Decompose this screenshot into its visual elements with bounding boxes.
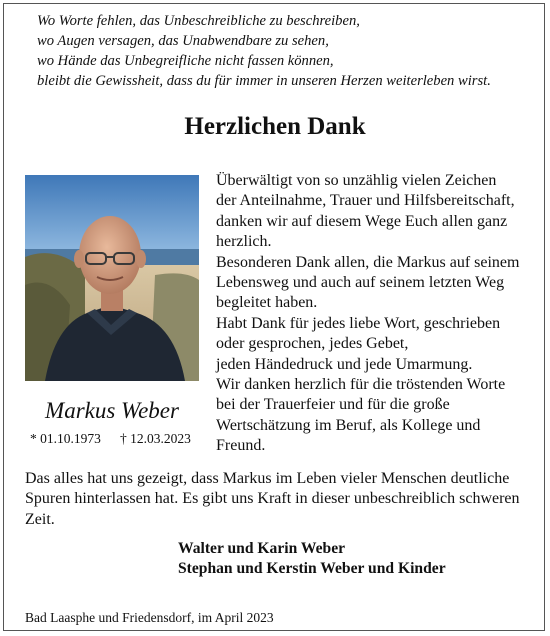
thanks-line: oder gesprochen, jedes Gebet, <box>216 335 409 353</box>
thanks-line: danken wir auf diesem Wege Euch allen ganz <box>216 212 508 230</box>
closing-line: Zeit. <box>25 510 55 528</box>
closing-text <box>25 469 540 530</box>
thanks-line: Überwältigt von so unzählig vielen Zeichen <box>216 172 497 189</box>
thanks-line: Wir danken herzlich für die tröstenden Worte <box>216 376 506 394</box>
thanks-line: der Anteilnahme, Trauer und Hilfsbereitschaft, <box>216 192 515 210</box>
signature-line: Stephan und Kerstin Weber und Kinder <box>178 560 446 577</box>
poem <box>37 11 537 91</box>
poem-line: bleibt die Gewissheit, dass du für immer in unseren Herzen weiterleben wirst. <box>37 73 491 89</box>
thanks-line: Wertschätzung im Beruf, als Kollege und <box>216 416 481 434</box>
thanks-line: Besonderen Dank allen, die Markus auf seinem <box>216 253 520 271</box>
place-date: Bad Laasphe und Friedensdorf, im April 2023 <box>25 610 274 625</box>
closing-line: Das alles hat uns gezeigt, dass Markus im Leben vieler Menschen deutliche <box>25 470 510 487</box>
poem-line: Wo Worte fehlen, das Unbeschreibliche zu beschreiben, <box>37 13 360 29</box>
thanks-line: Freund. <box>216 437 266 455</box>
closing-line: Spuren hinterlassen hat. Es gibt uns Kraft in dieser unbeschreiblich schweren <box>25 490 520 508</box>
thanks-line: Lebensweg und auch auf seinem letzten Weg <box>216 274 505 292</box>
thanks-line: Habt Dank für jedes liebe Wort, geschrieben <box>216 314 501 332</box>
thanks-line: bei der Trauerfeier und für die große <box>216 396 450 414</box>
thanks-line: begleitet haben. <box>216 294 318 312</box>
thanks-line: jeden Händedruck und jede Umarmung. <box>216 355 473 373</box>
deceased-name: Markus Weber <box>45 398 179 423</box>
thanks-line: herzlich. <box>216 233 272 251</box>
signature-line: Walter und Karin Weber <box>178 540 346 557</box>
thanks-text <box>216 171 536 457</box>
poem-line: wo Augen versagen, das Unabwendbare zu sehen, <box>37 33 329 49</box>
death-date: † 12.03.2023 <box>120 431 191 446</box>
birth-date: * 01.10.1973 <box>30 431 101 446</box>
notice-title: Herzlichen Dank <box>184 113 366 140</box>
portrait-photo <box>25 175 199 381</box>
poem-line: wo Hände das Unbegreifliche nicht fassen können, <box>37 53 334 69</box>
signature <box>178 539 538 579</box>
